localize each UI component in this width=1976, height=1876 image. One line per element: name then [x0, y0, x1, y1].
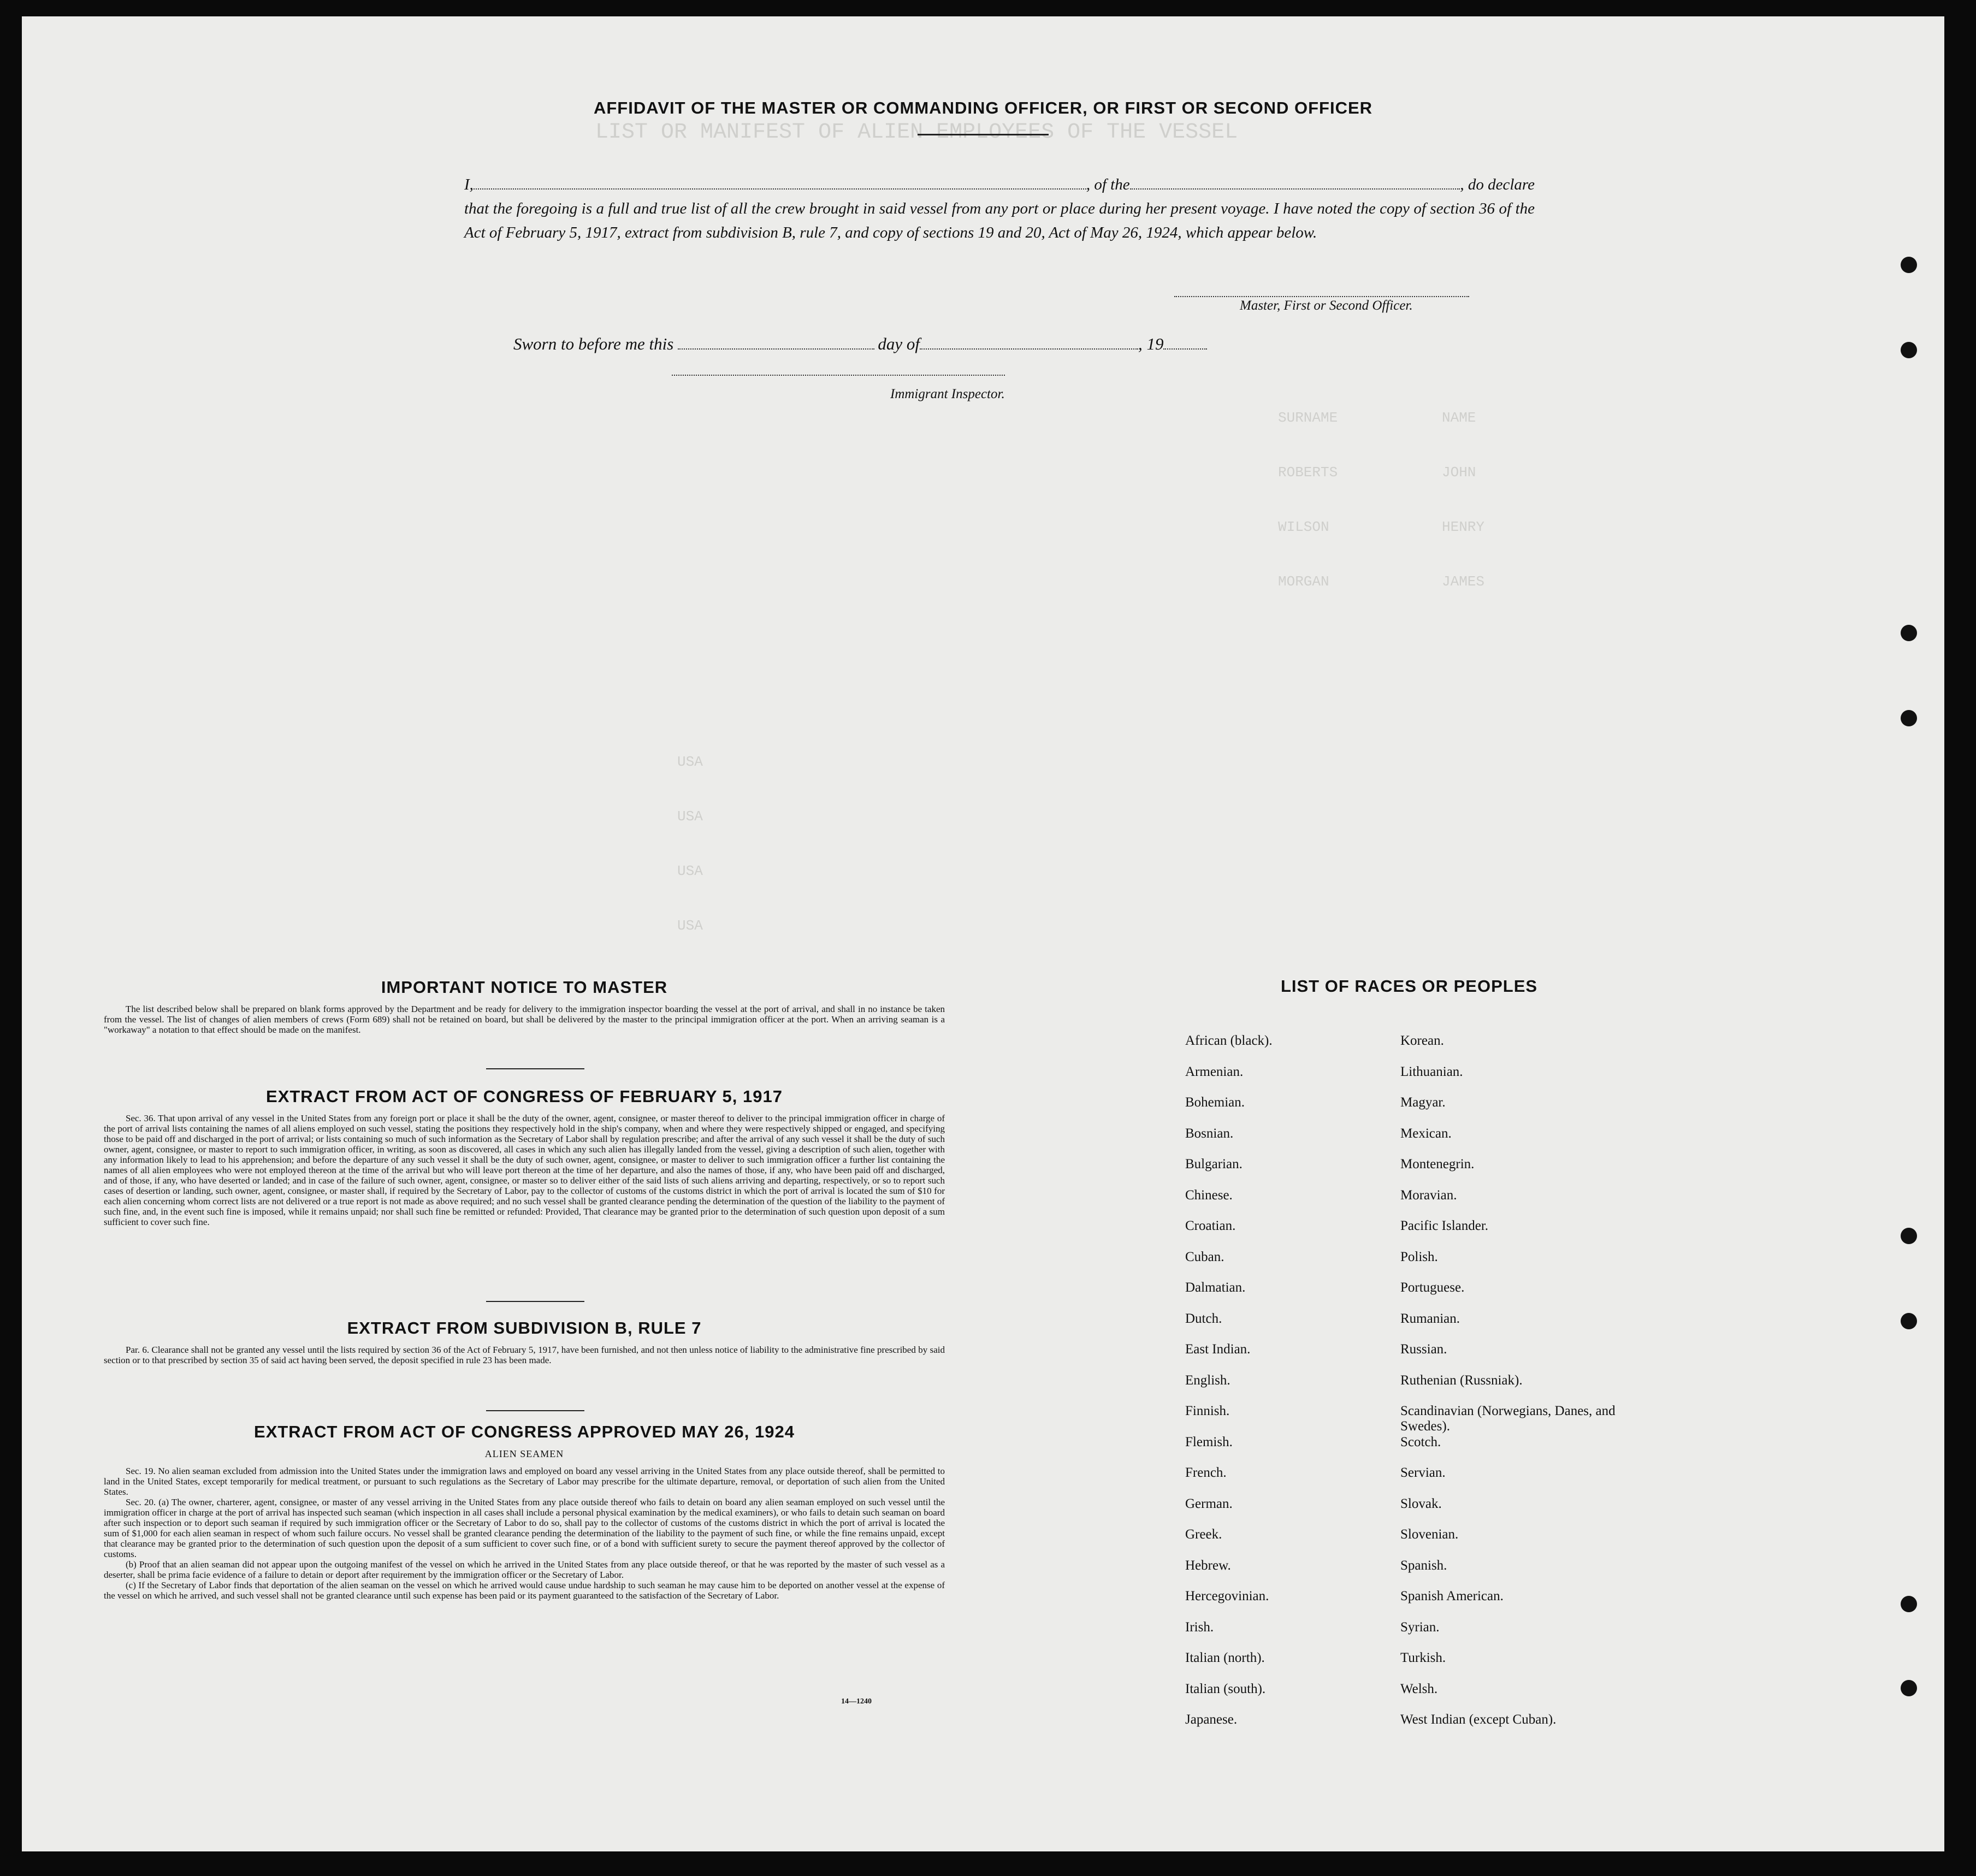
notice-text: The list described below shall be prepared on blank forms approved by the Department and be ready for delivery to the immigration inspector boarding the vessel at the port of arrival, and shall in no instance be taken from the vessel. The list of changes of alien members of crews (Form 689) shall not be retained on board, but shall be delivered by the master to the principal immigration officer at the port. When an arriving seaman is a "workaway" a notation to that effect should be made on the manifest. [104, 1004, 945, 1035]
extract-1924-title: EXTRACT FROM ACT OF CONGRESS APPROVED MAY 26, 1924 [254, 1422, 795, 1441]
vessel-blank [1130, 188, 1460, 190]
race-item: Magyar. [1400, 1095, 1446, 1110]
race-item: Korean. [1400, 1033, 1444, 1048]
race-item: Welsh. [1400, 1681, 1438, 1696]
race-item: Slovenian. [1400, 1527, 1459, 1542]
race-item: Lithuanian. [1400, 1064, 1463, 1079]
race-item: Russian. [1400, 1342, 1447, 1357]
declaration-first-line [464, 173, 1535, 197]
declaration-i: I, [464, 176, 474, 193]
day-blank [678, 348, 874, 350]
inspector-signature-line [672, 375, 1005, 376]
punch-hole-icon [1901, 257, 1917, 273]
year-blank [1163, 348, 1207, 350]
races-column-left [1185, 1033, 1273, 1743]
punch-hole-icon [1901, 710, 1917, 726]
race-item: Scandinavian (Norwegians, Danes, and Swedes). [1400, 1404, 1616, 1434]
sworn-line [513, 334, 1207, 354]
notice-title: IMPORTANT NOTICE TO MASTER [381, 978, 668, 997]
inspector-signature-label: Immigrant Inspector. [890, 387, 1005, 401]
race-item: English. [1185, 1372, 1230, 1388]
punch-hole-icon [1901, 1313, 1917, 1329]
race-item: Bulgarian. [1185, 1157, 1243, 1171]
name-blank [474, 188, 1086, 190]
rule7-title: EXTRACT FROM SUBDIVISION B, RULE 7 [347, 1318, 702, 1338]
race-item: Irish. [1185, 1619, 1214, 1635]
rule7-text: Par. 6. Clearance shall not be granted any vessel until the lists required by section 36 of the Act of February 5, 1917, have been furnished, and not then unless notice of liability to the administrative fine prescribed by said section or to that prescribed by section 35 of said act having been served, the deposit specified in rule 23 has been made. [104, 1345, 945, 1365]
race-item: French. [1185, 1465, 1227, 1480]
race-item: Japanese. [1185, 1712, 1238, 1727]
race-item: Greek. [1185, 1527, 1222, 1542]
punch-hole-icon [1901, 342, 1917, 358]
master-signature-label: Master, First or Second Officer. [1240, 298, 1413, 313]
race-item: Servian. [1400, 1465, 1446, 1480]
race-item: Armenian. [1185, 1064, 1244, 1079]
race-item: Syrian. [1400, 1619, 1440, 1635]
race-item: Rumanian. [1400, 1311, 1460, 1326]
race-item: West Indian (except Cuban). [1400, 1712, 1557, 1727]
punch-hole-icon [1901, 625, 1917, 641]
race-item: Cuban. [1185, 1249, 1224, 1264]
extract-1917-title: EXTRACT FROM ACT OF CONGRESS OF FEBRUARY 5, 1917 [266, 1087, 783, 1106]
race-item: Ruthenian (Russniak). [1400, 1372, 1523, 1388]
year-text: , 19 [1138, 334, 1164, 353]
race-item: German. [1185, 1496, 1233, 1511]
rule7-rule [486, 1410, 584, 1411]
section-20b: (b) Proof that an alien seaman did not appear upon the outgoing manifest of the vessel on which he arrived in the United States from any place outside thereof, or that he was reported by the master of such vessel as a deserter, shall be prima facie evidence of a failure to detain or deport after requirement by the immigration officer or the Secretary of Labor. [104, 1559, 945, 1580]
race-item: Chinese. [1185, 1187, 1233, 1203]
section-19: Sec. 19. No alien seaman excluded from admission into the United States under the immigration laws and employed on board any vessel arriving in the United States from any place outside thereof, shall be permitted to land in the United States, except temporarily for medical treatment, or pursuant to such regulations as the Secretary of Labor may prescribe for the ultimate departure, removal, or deportation of such alien from the United States. [104, 1466, 945, 1497]
form-number: 14—1240 [841, 1697, 872, 1706]
extract-1917-rule [486, 1301, 584, 1302]
day-of-text: day of [878, 334, 920, 353]
race-item: Moravian. [1400, 1187, 1457, 1203]
master-signature-line [1174, 296, 1469, 297]
race-item: Hebrew. [1185, 1558, 1231, 1573]
declaration-body: that the foregoing is a full and true list of all the crew brought in said vessel from any port or place during her present voyage. I have noted the copy of section 36 of the Act of February 5, 1917, extract from subdivision B, rule 7, and copy of sections 19 and 20, Act of May 26, 1924, which appear below. [464, 200, 1535, 241]
declaration-of-the: , of the [1086, 176, 1130, 193]
race-item: East Indian. [1185, 1342, 1251, 1357]
race-item: Finnish. [1185, 1404, 1230, 1418]
extract-1917-text: Sec. 36. That upon arrival of any vessel in the United States from any foreign port or place it shall be the duty of the owner, agent, consignee, or master thereof to deliver to the principal immigration officer in charge of the port of arrival lists containing the names of all aliens employed on such vessel, stating the positions they respectively hold in the ship's company, when and where they were respectively shipped or engaged, and specifying those to be paid off and discharged in the port of arrival; or lists containing so much of such information as the Secretary of Labor shall by regulation prescribe; and after the arrival of any such vessel it shall be the duty of such owner, agent, consignee, or master to report to such immigration officer, in writing, as soon as discovered, all cases in which any such alien has illegally landed from the vessel, giving a description of such alien, together with any information likely to lead to his apprehension; and before the departure of any such vessel it shall be the duty of such owner, agent, consignee, or master to deliver to such immigration officer a further list containing the names of all alien employees who were not employed thereon at the time of the arrival but who will leave port thereon at the time of her departure, and also the names of those, if any, who have been paid off and discharged, and of those, if any, who have deserted or landed; and in case of the failure of such owner, agent, consignee, or master so to deliver either of the said lists of such aliens arriving and departing, respectively, or so to report such cases of desertion or landing, such owner, agent, consignee, or master shall, if required by the Secretary of Labor, pay to the collector of customs of the customs district in which the port of arrival is located the sum of $10 for each alien concerning whom correct lists are not delivered or a true report is not made as above required; and no such vessel shall be granted clearance pending the determination of the question of the liability to the payment of such fine, and, in the event such fine is imposed, while it remains unpaid; nor shall such fine be remitted or refunded: Provided, That clearance may be granted prior to the determination of such question upon deposit of a sum sufficient to cover such fine. [104, 1113, 945, 1227]
race-item: Mexican. [1400, 1126, 1452, 1141]
race-item: Polish. [1400, 1249, 1438, 1264]
notice-rule [486, 1068, 584, 1069]
race-item: Dalmatian. [1185, 1280, 1246, 1295]
affidavit-title: AFFIDAVIT OF THE MASTER OR COMMANDING OFFICER, OR FIRST OR SECOND OFFICER [593, 98, 1373, 117]
alien-seamen-subtitle: ALIEN SEAMEN [484, 1448, 564, 1459]
race-item: Dutch. [1185, 1311, 1222, 1326]
sworn-text: Sworn to before me this [513, 334, 674, 353]
race-item: Slovak. [1400, 1496, 1442, 1511]
punch-hole-icon [1901, 1228, 1917, 1244]
title-rule [918, 134, 1049, 135]
punch-hole-icon [1901, 1596, 1917, 1612]
punch-hole-icon [1901, 1680, 1917, 1696]
section-20c: (c) If the Secretary of Labor finds that deportation of the alien seaman on the vessel on which he arrived would cause undue hardship to such seaman he may cause him to be deported on another vessel at the expense of the vessel on which he arrived, and such vessel shall not be granted clearance until such expense has been paid or its payment guaranteed to the satisfaction of the Secretary of Labor. [104, 1580, 945, 1601]
declaration [464, 173, 1535, 245]
race-item: Italian (south). [1185, 1681, 1266, 1696]
race-item: Croatian. [1185, 1218, 1236, 1233]
race-item: African (black). [1185, 1033, 1273, 1048]
extract-1924-text [104, 1466, 945, 1601]
declaration-do-declare: , do declare [1460, 176, 1535, 193]
race-item: Spanish American. [1400, 1589, 1504, 1603]
race-item: Montenegrin. [1400, 1157, 1475, 1171]
race-item: Turkish. [1400, 1650, 1446, 1665]
race-item: Scotch. [1400, 1434, 1441, 1449]
race-item: Bohemian. [1185, 1095, 1245, 1110]
month-blank [920, 348, 1138, 350]
section-20a: Sec. 20. (a) The owner, charterer, agent, consignee, or master of any vessel arriving in the United States from any place outside thereof who fails to detain on board any alien seaman employed on such vessel until the immigration officer in charge at the port of arrival has inspected such seaman (which inspection in all cases shall include a personal physical examination by the medical examiners), or who fails to detain such seaman on board after such inspection or to deport such seaman if required by such immigration officer or the Secretary of Labor to do so, shall pay to the collector of customs of the customs district in which the port of arrival is located the sum of $1,000 for each alien seaman in respect of whom such failure occurs. No vessel shall be granted clearance pending the determination of the liability to the payment of such fine, or while the fine remains unpaid, except that clearance may be granted prior to the determination of such question upon the deposit of a sum sufficient to cover such fine, or of a bond with sufficient surety to secure the payment thereof approved by the collector of customs. [104, 1497, 945, 1559]
race-item: Flemish. [1185, 1434, 1233, 1449]
document-page: LIST OR MANIFEST OF ALIEN EMPLOYEES OF THE VESSEL NAME SURNAME JOHN ROBERTS HENRY WILSON JAMES MORGAN USA USA USA USA AFFIDAVIT OF THE MASTER OR COMMANDING OFFICER, OR FIRST OR SECOND OFFICER I, , of the , do declare that the foregoing is a full and true list of all the crew brought in said vessel from any port or place during her present voyage. I have noted the copy of section 36 of the Act of February 5, 1917, extract from subdivision B, rule 7, and copy of sections 19 and 20, Act of May 26, 1924, which appear below. Master, First or Second Officer. Sworn to before me this day of , 19 Immigrant Inspector. IMPORTANT NOTICE TO MASTER The list described below shall be prepared on blank forms approved by the Department and be ready for delivery to the immigration inspector boarding the vessel at the port of arrival, and shall in no instance be taken from the vessel. The list of changes of alien members of crews (Form 689) shall not be retained on board, but shall be delivered by the master to the principal immigration officer at the port. When an arriving seaman is a "workaway" a notation to that effect should be made on the manifest. EXTRACT FROM ACT OF CONGRESS OF FEBRUARY 5, 1917 Sec. 36. That upon arrival of any vessel in the United States from any foreign port or place it shall be the duty of the owner, agent, consignee, or master thereof to deliver to the principal immigration officer in charge of the port of arrival lists containing the names of all aliens employed on such vessel, stating the positions they respectively hold in the ship's company, when and where they were respectively shipped or engaged, and specifying those to be paid off and discharged in the port of arrival; or lists containing so much of such information as the Secretary of Labor shall by regulation prescribe; and after the arrival of any such vessel it shall be the duty of such owner, agent, consignee, or master to report to such immigration officer, in writing, as soon as discovered, all cases in which any such alien has illegally landed from the vessel, giving a description of such alien, together with any information likely to lead to his apprehension; and before the departure of any such vessel it shall be the duty of such owner, agent, consignee, or master to deliver to such immigration officer a further list containing the names of all alien employees who were not employed thereon at the time of the arrival but who will leave port thereon at the time of her departure, and also the names of those, if any, who have been paid off and discharged, and of those, if any, who have deserted or landed; and in case of the failure of such owner, agent, consignee, or master so to deliver either of the said lists of such aliens arriving and departing, respectively, or so to report such cases of desertion or landing, such owner, agent, consignee, or master shall, if required by the Secretary of Labor, pay to the collector of customs of the customs district in which the port of arrival is located the sum of $10 for each alien concerning whom correct lists are not delivered or a true report is not made as above required; and no such vessel shall be granted clearance pending the determination of the question of the liability to the payment of such fine, and, in the event such fine is imposed, while it remains unpaid; nor shall such fine be remitted or refunded: Provided, That clearance may be granted prior to the determination of such question upon deposit of a sum sufficient to cover such fine. EXTRACT FROM SUBDIVISION B, RULE 7 Par. 6. Clearance shall not be granted any vessel until the lists required by section 36 of the Act of February 5, 1917, have been furnished, and not then unless notice of liability to the administrative fine prescribed by said section or to that prescribed by section 35 of said act having been served, the deposit specified in rule 23 has been made. EXTRACT FROM ACT OF CONGRESS APPROVED MAY 26, 1924 ALIEN SEAMEN Sec. 19. No alien seaman excluded from admission into the United States under the immigration laws and employed on board any vessel arriving in the United States from any place outside thereof, shall be permitted to land in the United States, except temporarily for medical treatment, or pursuant to such regulations as the Secretary of Labor may prescribe for the ultimate departure, removal, or deportation of such alien from the United States. Sec. 20. (a) The owner, charterer, agent, consignee, or master of any vessel arriving in the United States from any place outside thereof who fails to detain on board any alien seaman employed on such vessel until the immigration officer in charge at the port of arrival has inspected such seaman (which inspection in all cases shall include a personal physical examination by the medical examiners), or who fails to detain such seaman on board after such inspection or to deport such seaman if required by such immigration officer or the Secretary of Labor to do so, shall pay to the collector of customs of the customs district in which the port of arrival is located the sum of $1,000 for each alien seaman in respect of whom such failure occurs. No vessel shall be granted clearance pending the determination of the liability to the payment of such fine, or while the fine remains unpaid, except that clearance may be granted prior to the determination of such question upon the deposit of a sum sufficient to cover such fine, or of a bond with sufficient surety to secure the payment thereof approved by the collector of customs. (b) Proof that an alien seaman did not appear upon the outgoing manifest of the vessel on which he arrived in the United States from any place outside thereof, or that he was reported by the master of such vessel as a deserter, shall be prima facie evidence of a failure to detain or deport after requirement by the immigration officer or the Secretary of Labor. (c) If the Secretary of Labor finds that deportation of the alien seaman on the vessel on which he arrived would cause undue hardship to such seaman he may cause him to be deported on another vessel at the expense of the vessel on which he arrived, and such vessel shall not be granted clearance until such expense has been paid or its payment guaranteed to the satisfaction of the Secretary of Labor. 14—1240 LIST OF RACES OR PEOPLES African (black). Armenian. Bohemian. Bosnian. Bulgarian. Chinese. Croatian. Cuban. Dalmatian. Dutch. East Indian. English. Finnish. Flemish. French. German. Greek. Hebrew. Hercegovinian. Irish. Italian (north). Italian (south). Japanese. Korean. Lithuanian. Magyar. Mexican. Montenegrin. Moravian. Pacific Islander. Polish. Portuguese. Rumanian. Russian. Ruthenian (Russniak). Scandinavian (Norwegians, Danes, and Swedes). Scotch. Servian. Slovak. Slovenian. Spanish. Spanish American. Syrian. Turkish. Welsh. West Indian (except Cuban). [22, 16, 1944, 1851]
race-item: Spanish. [1400, 1558, 1447, 1573]
race-item: Portuguese. [1400, 1280, 1465, 1295]
races-column-right [1400, 1033, 1641, 1743]
races-title: LIST OF RACES OR PEOPLES [1280, 977, 1538, 996]
race-item: Hercegovinian. [1185, 1589, 1269, 1603]
race-item: Italian (north). [1185, 1650, 1265, 1665]
race-item: Bosnian. [1185, 1126, 1234, 1141]
race-item: Pacific Islander. [1400, 1218, 1489, 1233]
